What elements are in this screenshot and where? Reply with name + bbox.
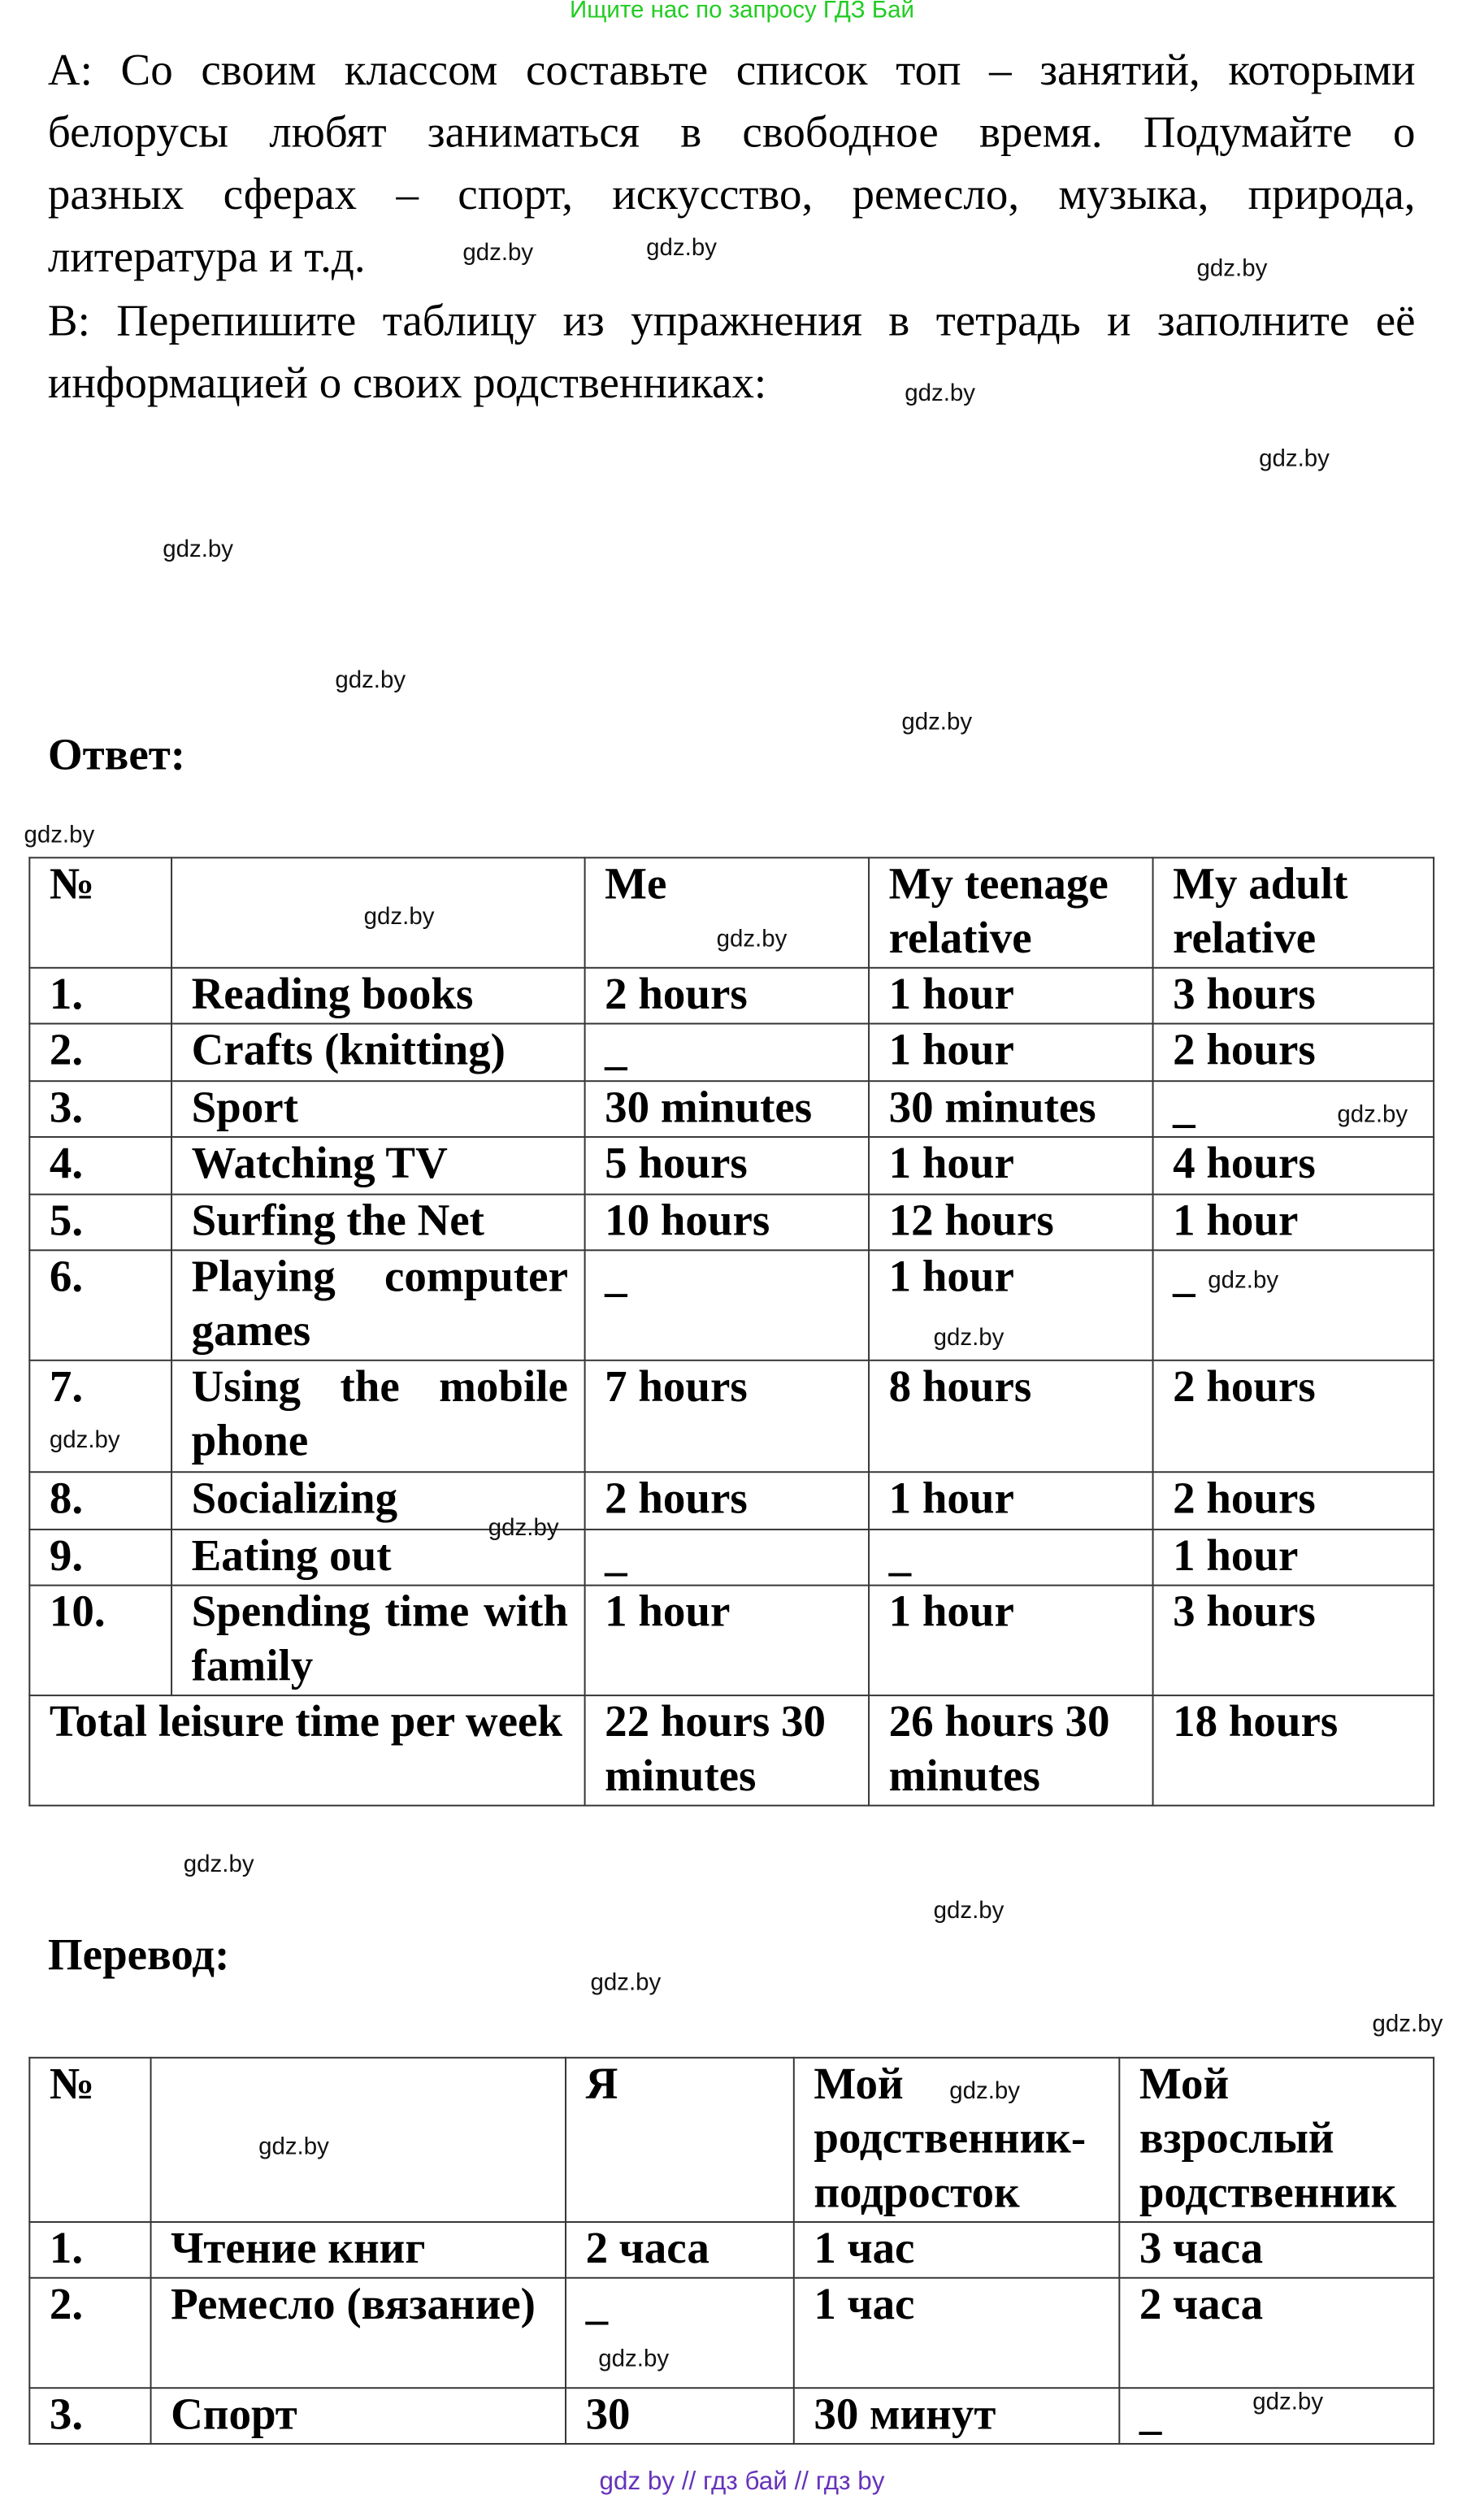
table-row [29,1586,1434,1695]
time-cell: 2 hours [1153,1360,1434,1472]
row-number: 3. [29,1081,171,1137]
time-cell: 2 hours [585,968,869,1024]
watermark: gdz.by [1208,1266,1279,1295]
header-cell: Me [585,857,869,967]
time-cell: _ [585,1024,869,1082]
watermark: gdz.by [646,234,717,262]
watermark: gdz.by [1372,2010,1443,2038]
time-cell: _ [869,1530,1152,1586]
time-cell: 2 hours [1153,1024,1434,1082]
watermark: gdz.by [1252,2389,1324,2416]
watermark: gdz.by [949,2077,1021,2105]
header-cell: Мой родственник-подросток [794,2058,1120,2222]
activity-cell: Reading books [171,968,585,1024]
watermark: gdz.by [590,1968,662,1997]
time-cell: 1 hour [869,1024,1152,1082]
table-row [29,1472,1434,1530]
time-cell: _ [1153,1081,1434,1137]
total-row [29,1695,1434,1805]
watermark: gdz.by [49,1426,120,1454]
time-cell: 30 minutes [869,1081,1152,1137]
table-row [29,1195,1434,1251]
site-footer[interactable]: gdz by // гдз бай // гдз by [599,2468,885,2496]
time-cell: 2 hours [1153,1472,1434,1530]
row-number: 3. [29,2388,150,2444]
time-cell: _ [1119,2388,1434,2444]
row-number: 4. [29,1137,171,1195]
row-number: 6. [29,1250,171,1360]
time-cell: 2 hours [585,1472,869,1530]
header-cell: Я [566,2058,794,2222]
total-label: Total leisure time per week [29,1695,584,1805]
site-header[interactable]: Ищите нас по запросу ГДЗ Бай [570,0,914,24]
watermark: gdz.by [933,1324,1005,1352]
time-cell: 1 hour [869,1586,1152,1695]
task-line: разных сферах – спорт, искусство, ремесло, музыка, природа, [47,171,1416,220]
table-row [29,1081,1434,1137]
time-cell: 2 часа [566,2222,794,2278]
activity-cell: Eating out [171,1530,585,1586]
activity-cell: Using the mobile phone [171,1360,585,1472]
watermark: gdz.by [335,666,406,695]
row-number: 1. [29,968,171,1024]
watermark: gdz.by [901,708,973,736]
time-cell: 30 минут [794,2388,1120,2444]
time-cell: 1 hour [585,1586,869,1695]
watermark: gdz.by [905,380,976,407]
watermark: gdz.by [258,2133,329,2161]
table-row [29,968,1434,1024]
watermark: gdz.by [462,239,534,267]
time-cell: 4 hours [1153,1137,1434,1195]
time-cell: 7 hours [585,1360,869,1472]
activity-cell: Surfing the Net [171,1195,585,1251]
translation-table [28,2057,1434,2445]
task-line: белорусы любят заниматься в свободное время. Подумайте о [47,108,1416,158]
answer-table [28,857,1434,1806]
time-cell: 3 часа [1119,2222,1434,2278]
watermark: gdz.by [598,2346,670,2373]
task-line: А: Со своим классом составьте список топ – занятий, которыми [47,46,1416,96]
row-number: 2. [29,1024,171,1082]
time-cell: 10 hours [585,1195,869,1251]
activity-cell: Playing computer games [171,1250,585,1360]
row-number: 2. [29,2278,150,2388]
watermark: gdz.by [24,822,95,849]
header-cell: № [29,857,171,967]
time-cell: 1 час [794,2222,1120,2278]
watermark: gdz.by [363,903,435,931]
time-cell: 1 hour [869,1137,1152,1195]
time-cell: _ [585,1250,869,1360]
watermark: gdz.by [1337,1100,1408,1129]
watermark: gdz.by [488,1514,559,1542]
activity-cell: Crafts (knitting) [171,1024,585,1082]
time-cell: 30 minutes [585,1081,869,1137]
activity-cell: Спорт [151,2388,566,2444]
header-cell: My teenage relative [869,857,1152,967]
time-cell: 2 часа [1119,2278,1434,2388]
row-number: 10. [29,1586,171,1695]
time-cell: 1 hour [869,1472,1152,1530]
row-number: 7. [29,1360,171,1472]
time-cell: 1 hour [1153,1530,1434,1586]
watermark: gdz.by [163,536,234,564]
row-number: 9. [29,1530,171,1586]
table-row [29,2278,1434,2388]
header-cell: Мой взрослый родственник [1119,2058,1434,2222]
time-cell: 8 hours [869,1360,1152,1472]
header-cell: № [29,2058,150,2222]
row-number: 1. [29,2222,150,2278]
time-cell: 1 hour [1153,1195,1434,1251]
translation-title: Перевод: [47,1930,230,1981]
task-line: В: Перепишите таблицу из упражнения в тетрадь и заполните её [47,297,1416,347]
answer-title: Ответ: [47,731,186,781]
table-row [29,1360,1434,1472]
time-cell: 5 hours [585,1137,869,1195]
time-cell: 12 hours [869,1195,1152,1251]
activity-cell: Sport [171,1081,585,1137]
time-cell: 1 час [794,2278,1120,2388]
total-cell: 22 hours 30 minutes [585,1695,869,1805]
activity-cell: Ремесло (вязание) [151,2278,566,2388]
activity-cell: Watching TV [171,1137,585,1195]
time-cell: _ [585,1530,869,1586]
task-line: информацией о своих родственниках: [47,358,767,409]
table-row [29,2222,1434,2278]
row-number: 5. [29,1195,171,1251]
watermark: gdz.by [183,1851,254,1878]
time-cell: 3 hours [1153,968,1434,1024]
table-row [29,2388,1434,2444]
header-cell [151,2058,566,2222]
activity-cell: Spending time with family [171,1586,585,1695]
task-line: литература и т.д. [47,232,366,283]
watermark: gdz.by [716,925,788,953]
time-cell: _ [566,2278,794,2388]
table-row [29,1137,1434,1195]
total-cell: 26 hours 30 minutes [869,1695,1152,1805]
activity-cell: Socializing [171,1472,585,1530]
header-cell: My adult relative [1153,857,1434,967]
time-cell: _ [1153,1250,1434,1360]
table-header-row [29,2058,1434,2222]
watermark: gdz.by [1259,445,1330,473]
total-cell: 18 hours [1153,1695,1434,1805]
table-row [29,1530,1434,1586]
time-cell: 30 [566,2388,794,2444]
time-cell: 1 hour [869,968,1152,1024]
watermark: gdz.by [1196,255,1268,283]
time-cell: 3 hours [1153,1586,1434,1695]
activity-cell: Чтение книг [151,2222,566,2278]
watermark: gdz.by [933,1897,1005,1925]
time-cell: 1 hour [869,1250,1152,1360]
table-row [29,1024,1434,1082]
row-number: 8. [29,1472,171,1530]
